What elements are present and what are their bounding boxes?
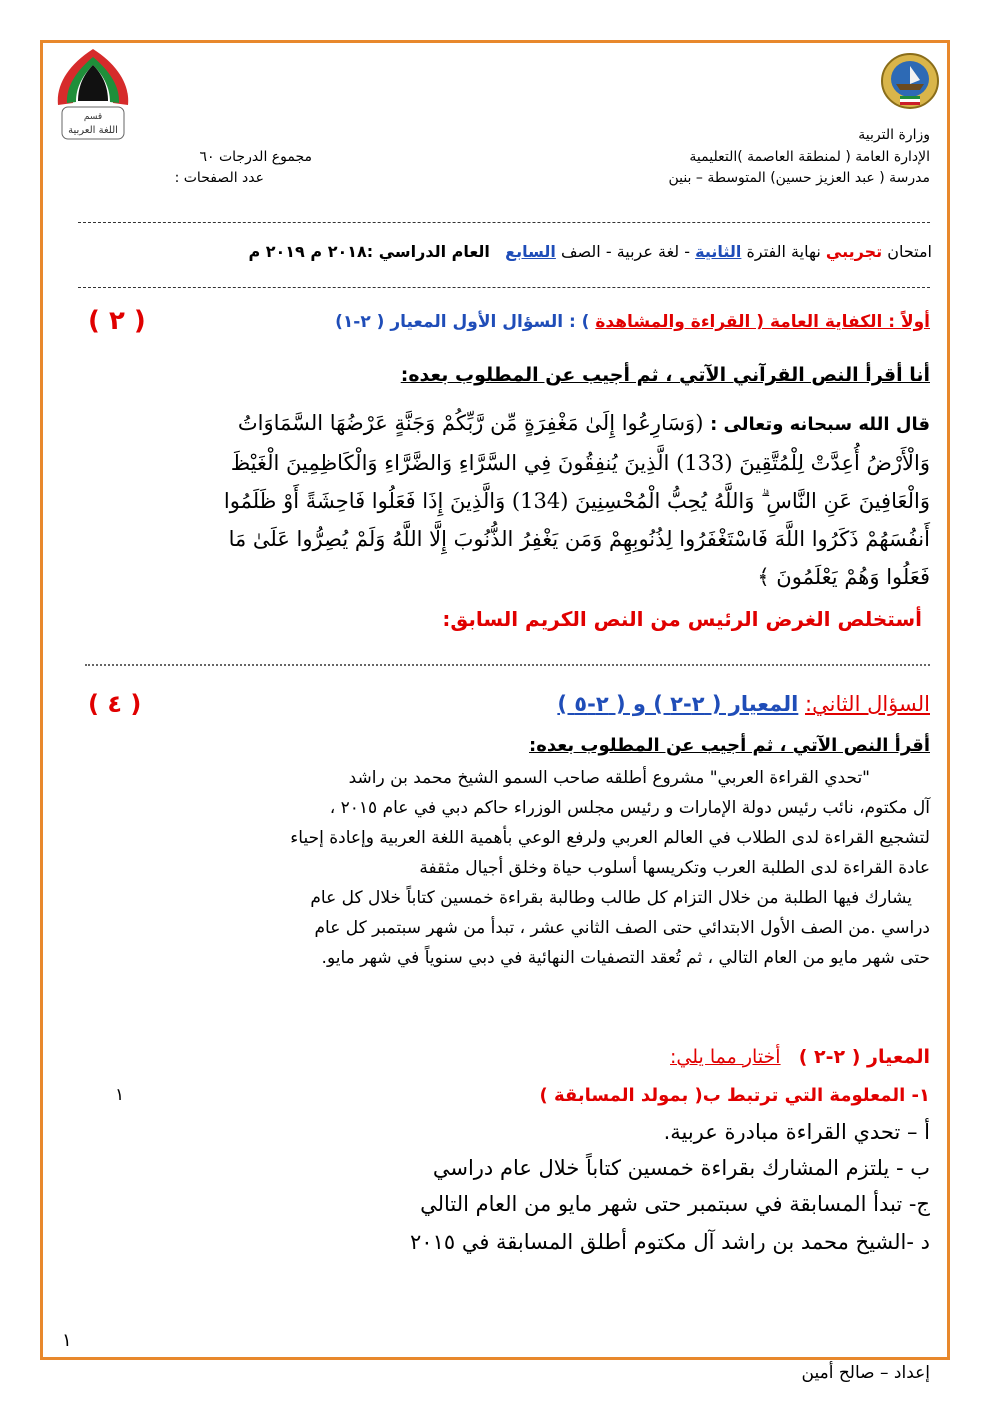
divider [78,222,930,223]
choice-a: أ – تحدي القراءة مبادرة عربية. [663,1120,930,1144]
exam-period-number: الثانية [695,242,742,261]
passage-line: "تحدي القراءة العربي" مشروع أطلقه صاحب السمو الشيخ محمد بن راشد [348,768,870,788]
svg-text:قسم: قسم [83,112,103,122]
passage-line: يشارك فيها الطلبة من خلال التزام كل طالب وطالبة بقراءة خمسين كتاباً خلال كل عام [310,888,912,908]
q2a-instruction: أختار مما يلي: [670,1046,781,1068]
svg-text:اللغة العربية: اللغة العربية [68,125,118,136]
choice-d: د -الشيخ محمد بن راشد آل مكتوم أطلق المسابقة في ٢٠١٥ [410,1230,930,1254]
author: إعداد – صالح أمين [801,1363,930,1383]
exam-trial: تجريبي [825,242,883,261]
q2-heading [557,692,930,716]
exam-year: العام الدراسي :٢٠١٨ م ٢٠١٩ م [248,242,490,261]
q1-instruction: أنا أقرأ النص القرآني الآتي ، ثم أجيب عن المطلوب بعده: [400,364,930,386]
verse-line: وَالْعَافِينَ عَنِ النَّاسِ ۗ وَاللَّهُ يُحِبُّ الْمُحْسِنِينَ (134) وَالَّذِينَ إِذَا فَعَلُوا فَاحِشَةً أَوْ ظَلَمُوا [223,489,930,513]
exam-period: نهاية الفترة [746,242,821,261]
total-marks: مجموع الدرجات ٦٠ [199,149,312,165]
department-logo [48,45,138,145]
verse-line: (وَسَارِعُوا إِلَىٰ مَغْفِرَةٍ مِّن رَّبِّكُمْ وَجَنَّةٍ عَرْضُهَا السَّمَاوَاتُ [237,411,704,435]
q2-instruction: أقرأ النص الآتي ، ثم أجيب عن المطلوب بعده: [529,735,930,756]
directorate-name: الإدارة العامة ( لمنطقة العاصمة )التعليمية [689,149,930,165]
verse-intro: قال الله سبحانه وتعالى : [710,414,930,435]
q2a-item: ١- المعلومة التي ترتبط ب( بمولد المسابقة ) [539,1085,930,1106]
divider [78,287,930,288]
q2-heading-label: السؤال الثاني: [805,692,930,716]
q1-heading-standard: ) : السؤال الأول المعيار ( ٢-١) [335,312,590,332]
exam-grade: السابع [505,242,556,261]
verse-line: فَعَلُوا وَهُمْ يَعْلَمُونَ ﴾ [757,565,930,589]
q1-marks: ( ٢ ) [88,306,146,336]
answer-line [85,664,930,666]
verse-line: وَالْأَرْضُ أُعِدَّتْ لِلْمُتَّقِينَ (133) الَّذِينَ يُنفِقُونَ فِي السَّرَّاءِ وَالضَّرَّاءِ وَالْكَاظِمِينَ الْغَيْظَ [230,451,930,475]
exam-title [248,242,932,261]
q2a-standard: المعيار ( ٢-٢ ) [798,1046,930,1068]
q1-heading [335,312,930,332]
pages-count: عدد الصفحات : [174,170,264,186]
choice-b: ب - يلتزم المشارك بقراءة خمسين كتاباً خلال عام دراسي [432,1156,930,1180]
ministry-name: وزارة التربية [858,127,930,143]
q1-heading-competency: أولاً : الكفاية العامة ( القراءة والمشاهدة [595,312,930,332]
passage-line: دراسي .من الصف الأول الابتدائي حتى الصف الثاني عشر ، تبدأ من شهر سبتمبر كل عام [314,918,930,938]
passage [70,763,930,973]
q1-task: أستخلص الغرض الرئيس من النص الكريم السابق: [442,607,922,631]
choice-c: ج- تبدأ المسابقة في سبتمبر حتى شهر مايو من العام التالي [420,1192,930,1216]
verse-block [75,404,930,596]
q2-marks: ( ٤ ) [88,690,142,718]
q2a-heading [670,1046,930,1068]
q2a-item-mark: ١ [115,1085,125,1105]
exam-subject: - لغة عربية - الصف [560,242,691,261]
passage-line: عادة القراءة لدى الطلبة العرب وتكريسها أسلوب حياة وخلق أجيال مثقفة [419,858,930,878]
school-name: مدرسة ( عبد العزيز حسين) المتوسطة – بنين [668,170,930,186]
passage-line: حتى شهر مايو من العام التالي ، ثم تُعقد التصفيات النهائية في دبي سنوياً في شهر مايو. [321,948,930,968]
verse-line: أَنفُسَهُمْ ذَكَرُوا اللَّهَ فَاسْتَغْفَرُوا لِذُنُوبِهِمْ وَمَن يَغْفِرُ الذُّنُوبَ إِلَّا اللَّهُ وَلَمْ يُصِرُّوا عَلَىٰ مَا [228,527,930,551]
passage-line: لتشجيع القراءة لدى الطلاب في العالم العربي ولرفع الوعي بأهمية اللغة العربية وإعادة إحياء [290,828,930,848]
q2-heading-standard: المعيار ( ٢-٢ ) و ( ٢-٥ ) [557,692,799,716]
ministry-emblem [880,52,940,110]
exam-prefix: امتحان [887,242,932,261]
passage-line: آل مكتوم، نائب رئيس دولة الإمارات و رئيس مجلس الوزراء حاكم دبي في عام ٢٠١٥ ، [329,798,930,818]
page-number: ١ [62,1330,72,1351]
